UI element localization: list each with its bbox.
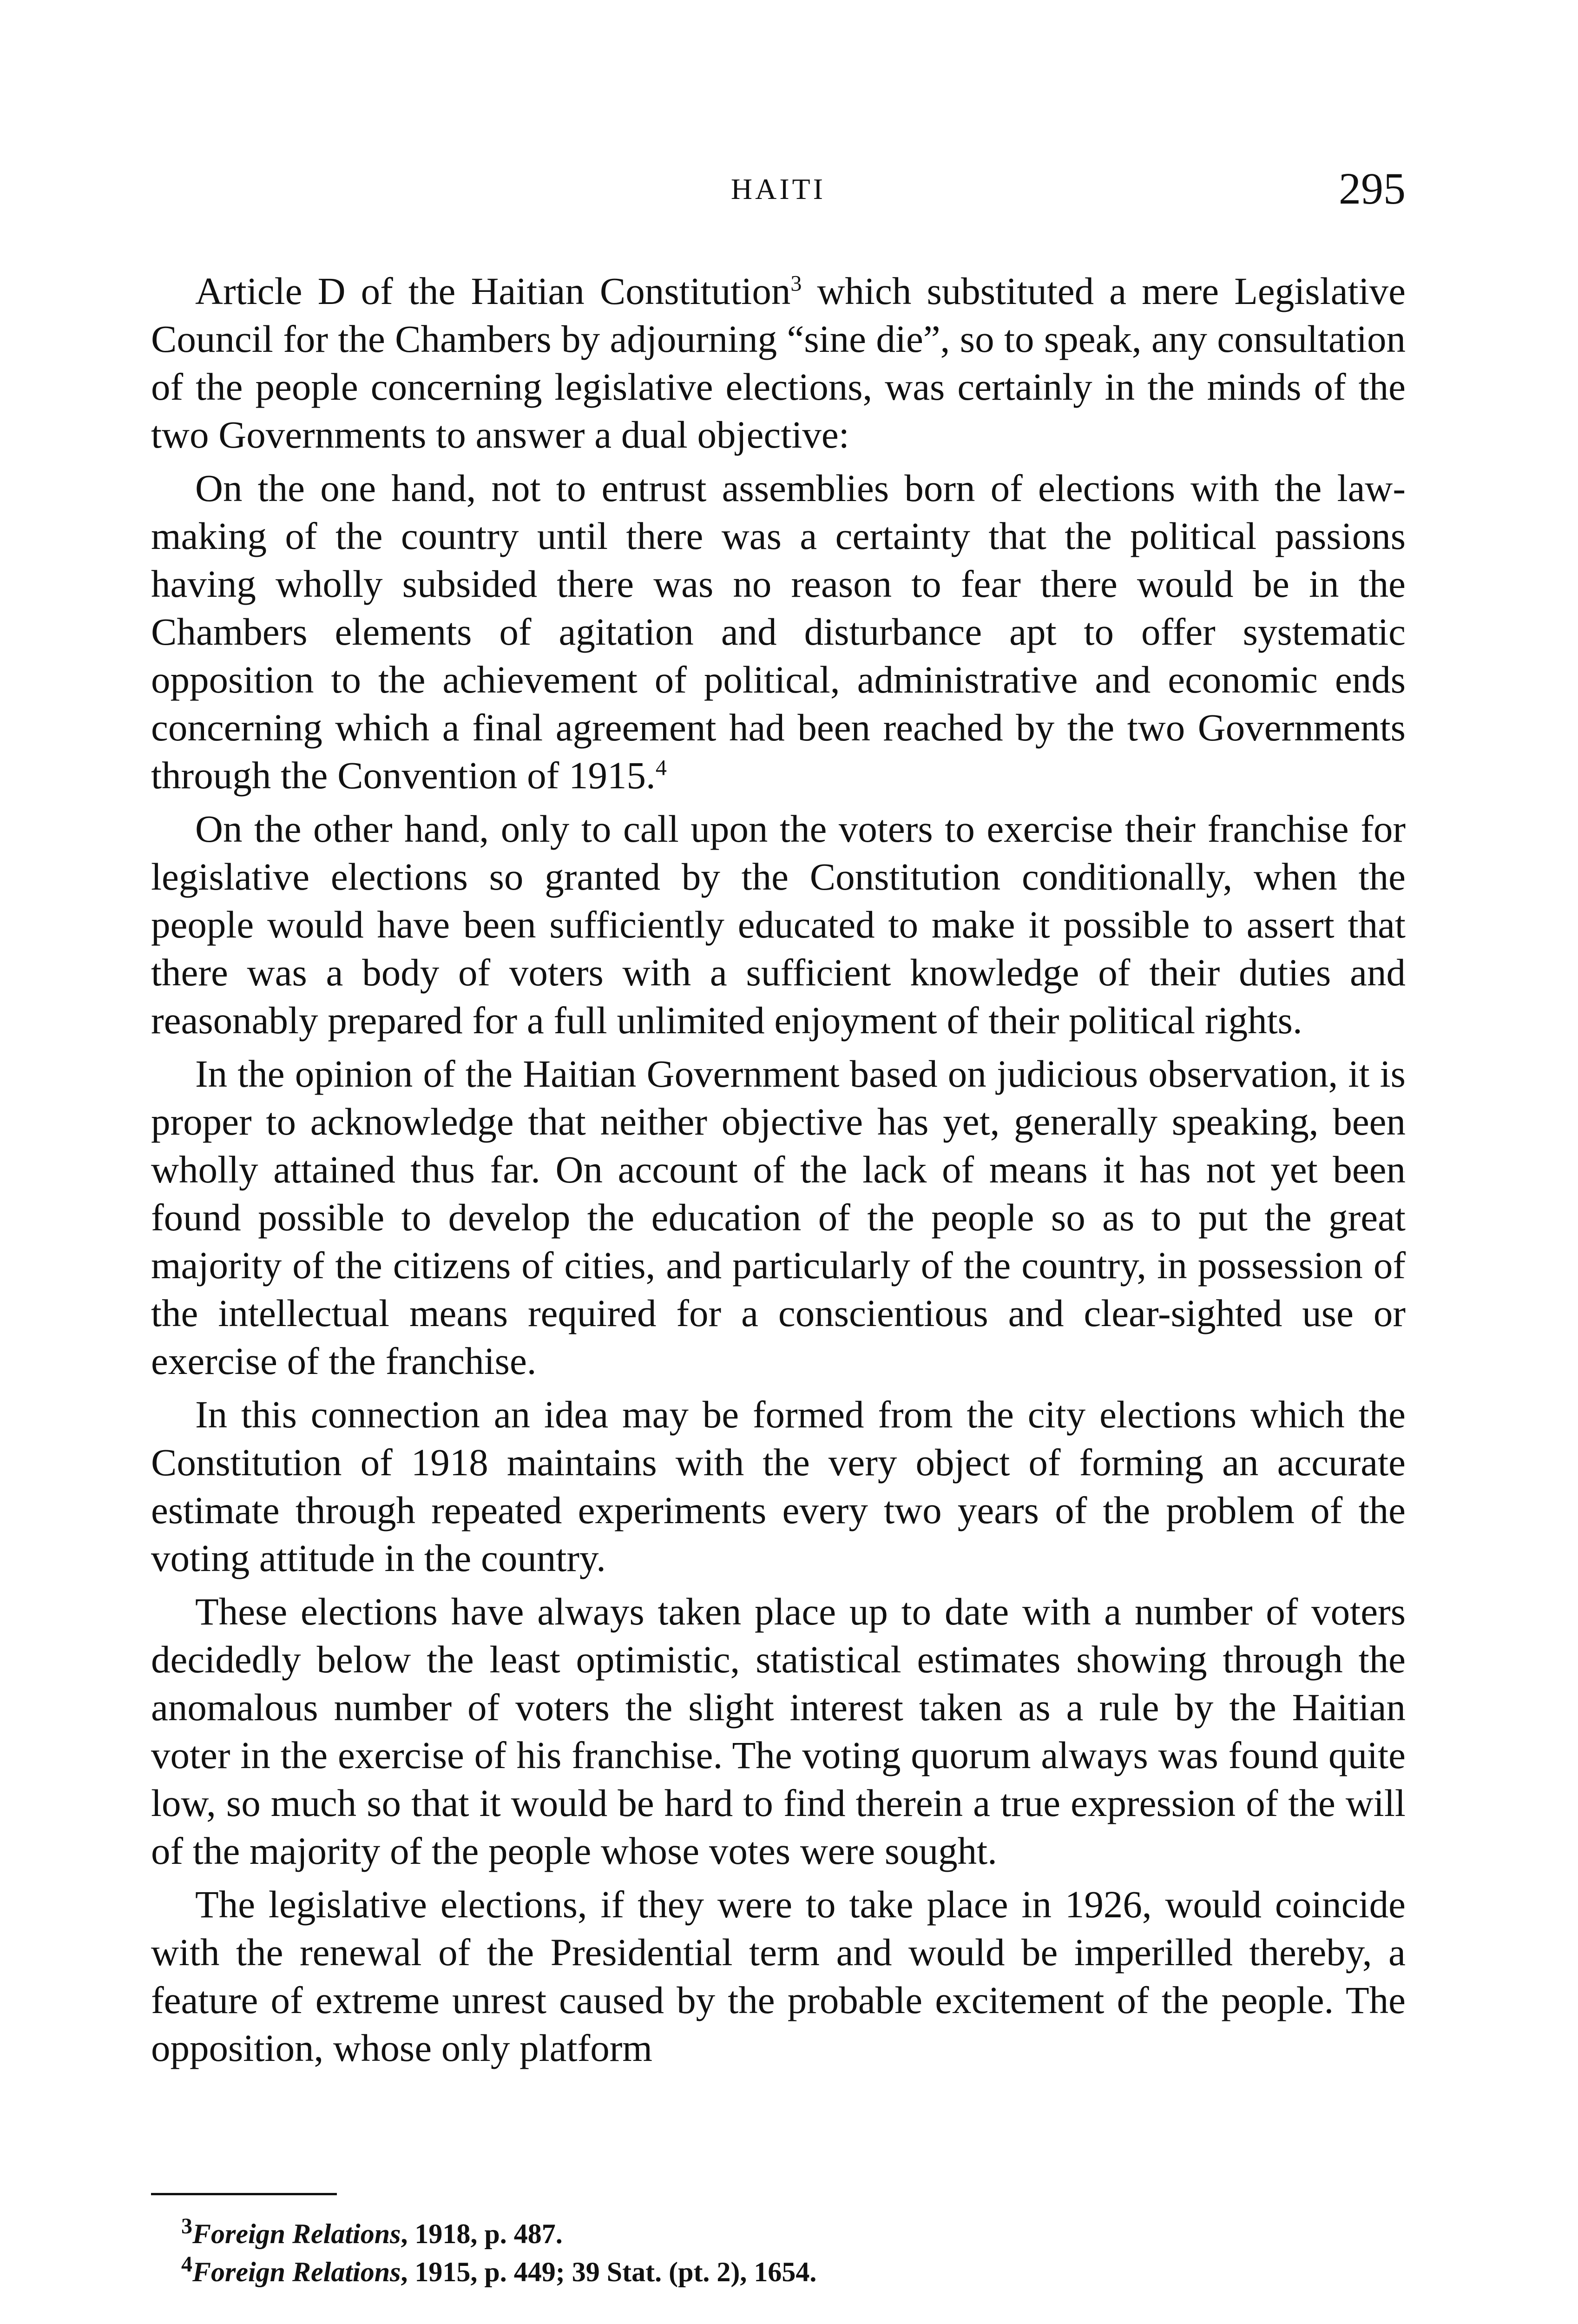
paragraph-text: Article D of the Haitian Constitution — [195, 270, 791, 312]
footnote — [181, 2215, 1343, 2253]
paragraph-text: In this connection an idea may be formed from the city elections which the Constitution of 1918 maintains with the very object of forming an accurate estimate through repeated experiments every two years of the problem of the voting attitude in the country. — [151, 1393, 1406, 1579]
footnote-citation: , 1918, p. 487. — [401, 2218, 563, 2249]
footnotes — [181, 2215, 1343, 2291]
paragraph — [151, 1391, 1406, 1582]
footnote-mark: 3 — [181, 2214, 192, 2238]
body-text — [151, 267, 1406, 2072]
paragraph-text: which substituted a mere Legislative Council for the Chambers by adjourning “sine die”, so to speak, any consultation of the people concerning legislative elections, was certainly in the minds of the two Governments to answer a dual objective: — [151, 270, 1406, 456]
page-header — [151, 164, 1406, 228]
footnote-divider — [151, 2193, 337, 2195]
paragraph-text: In the opinion of the Haitian Government based on judicious observation, it is proper to acknowledge that neither objective has yet, generally speaking, been wholly attained thus far. On account of the lack of means it has not yet been found possible to develop the education of the people so as to put the great majority of the citizens of cities, and particularly of the country, in possession of the intellectual means required for a conscientious and clear-sighted use or exercise of the franchise. — [151, 1052, 1406, 1382]
paragraph — [151, 1881, 1406, 2072]
paragraph — [151, 805, 1406, 1044]
paragraph — [151, 1050, 1406, 1385]
paragraph-text: On the one hand, not to entrust assemblies born of elections with the law-making of the country until there was a certainty that the political passions having wholly subsided there was no reason to fear there would be in the Chambers elements of agitation and disturbance apt to offer systematic opposition to the achievement of political, administrative and economic ends concerning which a final agreement had been reached by the two Governments through the Convention of 1915. — [151, 467, 1406, 797]
footnote-mark: 4 — [181, 2252, 192, 2277]
paragraph-text: These elections have always taken place up to date with a number of voters decidedly below the least optimistic, statistical estimates showing through the anomalous number of voters the slight interest taken as a rule by the Haitian voter in the exercise of his franchise. The voting quorum always was found quite low, so much so that it would be hard to find therein a true expression of the will of the majority of the people whose votes were sought. — [151, 1590, 1406, 1872]
paragraph-text: The legislative elections, if they were to take place in 1926, would coincide with the renewal of the Presidential term and would be imperilled thereby, a feature of extreme unrest caused by the probable excitement of the people. The opposition, whose only platform — [151, 1883, 1406, 2069]
footnote — [181, 2253, 1343, 2291]
paragraph — [151, 464, 1406, 799]
footnote-ref: 3 — [790, 271, 802, 296]
page-number: 295 — [1339, 164, 1406, 213]
footnote-citation: , 1915, p. 449; 39 Stat. (pt. 2), 1654. — [401, 2257, 817, 2287]
footnote-source: Foreign Relations — [192, 2257, 401, 2287]
paragraph-text: On the other hand, only to call upon the voters to exercise their franchise for legislative elections so granted by the Constitution conditionally, when the people would have been sufficiently educated to make it possible to assert that there was a body of voters with a sufficient knowledge of their duties and reasonably prepared for a full unlimited enjoyment of their political rights. — [151, 807, 1406, 1042]
footnote-source: Foreign Relations — [192, 2218, 401, 2249]
running-head: HAITI — [730, 172, 826, 205]
footnote-ref: 4 — [655, 755, 667, 780]
paragraph — [151, 267, 1406, 459]
paragraph — [151, 1588, 1406, 1875]
